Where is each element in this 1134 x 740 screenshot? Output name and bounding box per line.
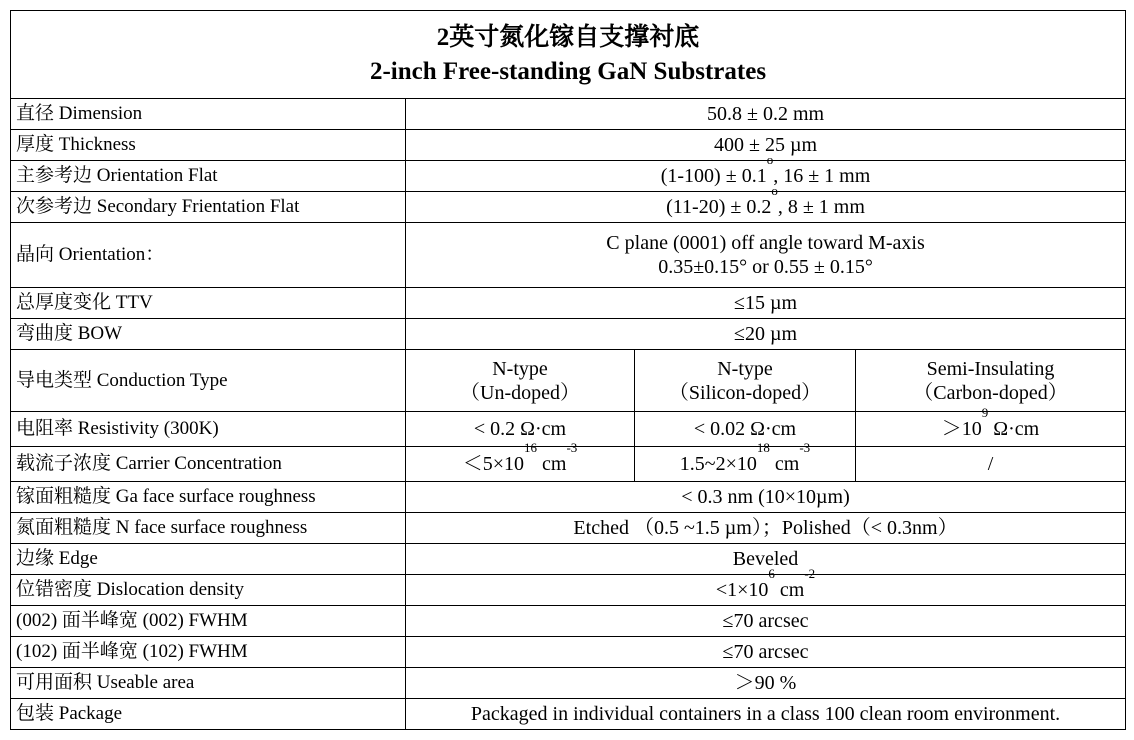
spec-value [406, 482, 1126, 513]
spec-row [11, 447, 1126, 482]
spec-row [11, 637, 1126, 668]
value-text: <1×10 [715, 579, 769, 601]
value-text: < 0.02 Ω·cm [693, 418, 797, 440]
value-text: cm [774, 579, 805, 601]
spec-table [10, 10, 1126, 730]
spec-label: 可用面积 Useable area [11, 668, 406, 699]
spec-label: 厚度 Thickness [11, 130, 406, 161]
value-text: < 0.3 nm (10×10µm) [681, 486, 850, 508]
value-text: , 16 ± 1 mm [773, 165, 871, 187]
value-text: cm [769, 453, 800, 475]
value-text: C plane (0001) off angle toward M-axis [606, 232, 925, 254]
superscript: o [771, 183, 778, 198]
value-text: < 0.2 Ω·cm [473, 418, 567, 440]
spec-value [406, 130, 1126, 161]
spec-row [11, 575, 1126, 606]
value-text: Etched （0.5 ~1.5 µm）；Polished（< 0.3nm） [573, 517, 958, 539]
value-text: / [987, 453, 994, 475]
value-text: ＞10 [941, 418, 982, 440]
spec-label: 氮面粗糙度 N face surface roughness [11, 513, 406, 544]
value-text: ≤15 µm [733, 292, 798, 314]
spec-value [406, 637, 1126, 668]
value-text: N-type [492, 357, 548, 380]
spec-value [406, 699, 1126, 730]
superscript: -3 [566, 440, 578, 455]
spec-value [406, 152, 1126, 192]
spec-label: 镓面粗糙度 Ga face surface roughness [11, 482, 406, 513]
value-text: 0.35±0.15° or 0.55 ± 0.15° [658, 256, 873, 278]
spec-row [11, 319, 1126, 350]
title-en: 2-inch Free-standing GaN Substrates [369, 57, 767, 85]
value-text: （Un-doped） [460, 381, 580, 404]
value-text: , 8 ± 1 mm [777, 196, 865, 218]
value-text: N-type [717, 357, 773, 380]
spec-row [11, 99, 1126, 130]
superscript: 6 [768, 566, 775, 581]
spec-row [11, 482, 1126, 513]
title-cn: 2英寸氮化镓自支撑衬底 [436, 23, 700, 51]
spec-row [11, 350, 1126, 412]
spec-label: 边缘 Edge [11, 544, 406, 575]
spec-label: 主参考边 Orientation Flat [11, 161, 406, 192]
spec-value [406, 99, 1126, 130]
spec-row [11, 288, 1126, 319]
superscript: 18 [756, 440, 770, 455]
spec-label: 晶向 Orientation： [11, 223, 406, 288]
title-row [11, 11, 1126, 99]
spec-label: 载流子浓度 Carrier Concentration [11, 447, 406, 482]
value-text: cm [537, 453, 567, 475]
value-text: 50.8 ± 0.2 mm [706, 103, 825, 125]
value-text: ≤20 µm [733, 323, 798, 345]
spec-row [11, 130, 1126, 161]
spec-label: 导电类型 Conduction Type [11, 350, 406, 412]
spec-value [406, 606, 1126, 637]
spec-label: 位错密度 Dislocation density [11, 575, 406, 606]
spec-row [11, 192, 1126, 223]
spec-value [856, 405, 1126, 447]
superscript: -2 [804, 566, 816, 581]
spec-row [11, 513, 1126, 544]
spec-value [406, 513, 1126, 544]
superscript: 9 [981, 405, 989, 420]
superscript: -3 [799, 440, 811, 455]
spec-row [11, 544, 1126, 575]
spec-value [406, 566, 1126, 606]
spec-value [406, 544, 1126, 575]
value-text: Semi-Insulating [926, 357, 1055, 380]
value-text: 1.5~2×10 [679, 453, 757, 475]
spec-value [406, 183, 1126, 223]
spec-value [406, 319, 1126, 350]
value-text: ≤70 arcsec [722, 641, 809, 663]
spec-value [856, 447, 1126, 482]
value-text: Packaged in individual containers in a class 100 clean room environment. [470, 703, 1061, 725]
spec-label: 电阻率 Resistivity (300K) [11, 412, 406, 447]
spec-label: 次参考边 Secondary Frientation Flat [11, 192, 406, 223]
value-text: 400 ± 25 µm [713, 134, 818, 156]
value-text: ＞90 % [734, 672, 797, 694]
spec-value [406, 288, 1126, 319]
spec-row [11, 606, 1126, 637]
spec-value [406, 223, 1126, 288]
spec-label: (102) 面半峰宽 (102) FWHM [11, 637, 406, 668]
spec-label: 总厚度变化 TTV [11, 288, 406, 319]
value-text: （Carbon-doped） [913, 381, 1068, 404]
value-text: ＜5×10 [462, 453, 524, 475]
value-text: （Silicon-doped） [668, 381, 822, 404]
value-text: (11-20) ± 0.2 [666, 196, 772, 218]
spec-row [11, 223, 1126, 288]
spec-value [856, 350, 1126, 412]
spec-value [406, 440, 635, 482]
spec-label: (002) 面半峰宽 (002) FWHM [11, 606, 406, 637]
spec-value [406, 668, 1126, 699]
spec-value [406, 350, 635, 412]
value-text: Ω·cm [988, 418, 1040, 440]
spec-row [11, 699, 1126, 730]
value-text: Beveled [732, 548, 799, 570]
spec-label: 包装 Package [11, 699, 406, 730]
value-text: (1-100) ± 0.1 [660, 165, 767, 187]
value-text: ≤70 arcsec [722, 610, 809, 632]
spec-value [406, 412, 635, 447]
spec-row [11, 668, 1126, 699]
spec-label: 直径 Dimension [11, 99, 406, 130]
spec-value [635, 350, 856, 412]
spec-label: 弯曲度 BOW [11, 319, 406, 350]
spec-row [11, 161, 1126, 192]
spec-value [635, 440, 856, 482]
superscript: o [766, 152, 774, 167]
spec-value [635, 412, 856, 447]
superscript: 16 [524, 440, 537, 455]
